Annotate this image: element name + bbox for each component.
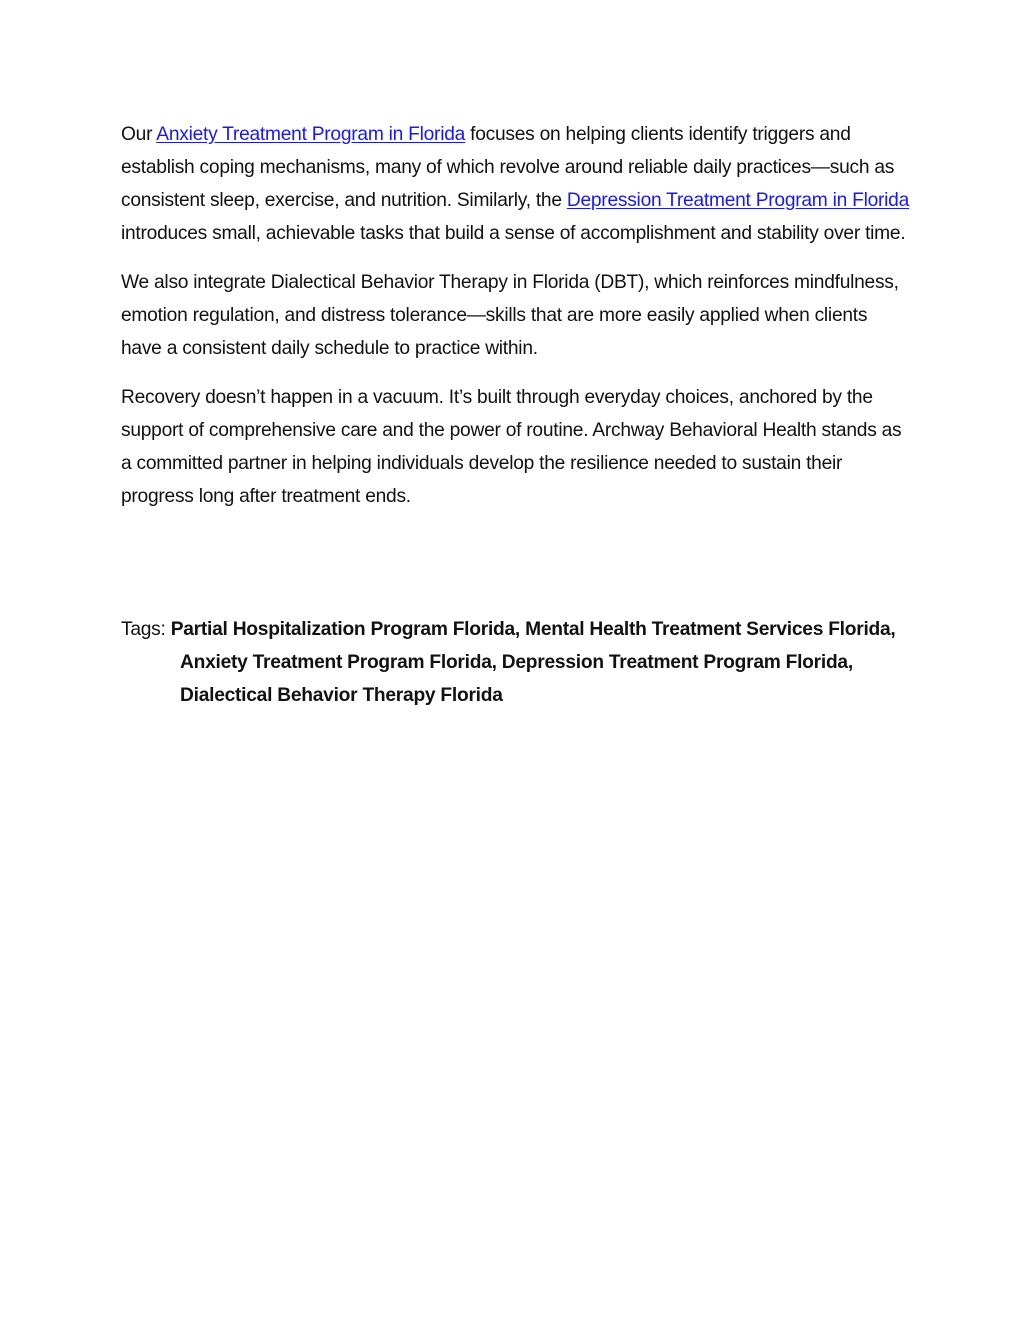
paragraph-text: Our [121, 124, 157, 145]
paragraph-text: focuses on helping clients identify triggers and establish coping mechanisms, many of which revolve around reliable daily practices—such as consistent sleep, exercise, and nutrition. Similarly, the [121, 124, 895, 211]
tags-section [121, 613, 911, 712]
document-body [121, 118, 911, 529]
paragraph-dbt [121, 266, 911, 365]
paragraph-anxiety-depression [121, 118, 911, 250]
anxiety-treatment-program-link[interactable]: Anxiety Treatment Program in Florida [156, 124, 466, 145]
tags-label: Tags: [121, 619, 171, 640]
depression-treatment-program-link[interactable]: Depression Treatment Program in Florida [566, 190, 910, 211]
paragraph-text: Recovery doesn’t happen in a vacuum. It’s built through everyday choices, anchored by the support of comprehensive care and the power of routine. Archway Behavioral Health stands as a committed partner in helping individuals develop the resilience needed to sustain their progress long after treatment ends. [121, 387, 902, 507]
paragraph-recovery [121, 381, 911, 513]
tags-list: Partial Hospitalization Program Florida, Mental Health Treatment Services Florida, Anxiety Treatment Program Florida, Depression Treatment Program Florida, Dialectical Behavior Therapy Florida [170, 619, 896, 706]
paragraph-text: introduces small, achievable tasks that build a sense of accomplishment and stability over time. [121, 223, 906, 244]
paragraph-text: We also integrate Dialectical Behavior Therapy in Florida (DBT), which reinforces mindfulness, emotion regulation, and distress tolerance—skills that are more easily applied when clients have a consistent daily schedule to practice within. [121, 272, 899, 359]
